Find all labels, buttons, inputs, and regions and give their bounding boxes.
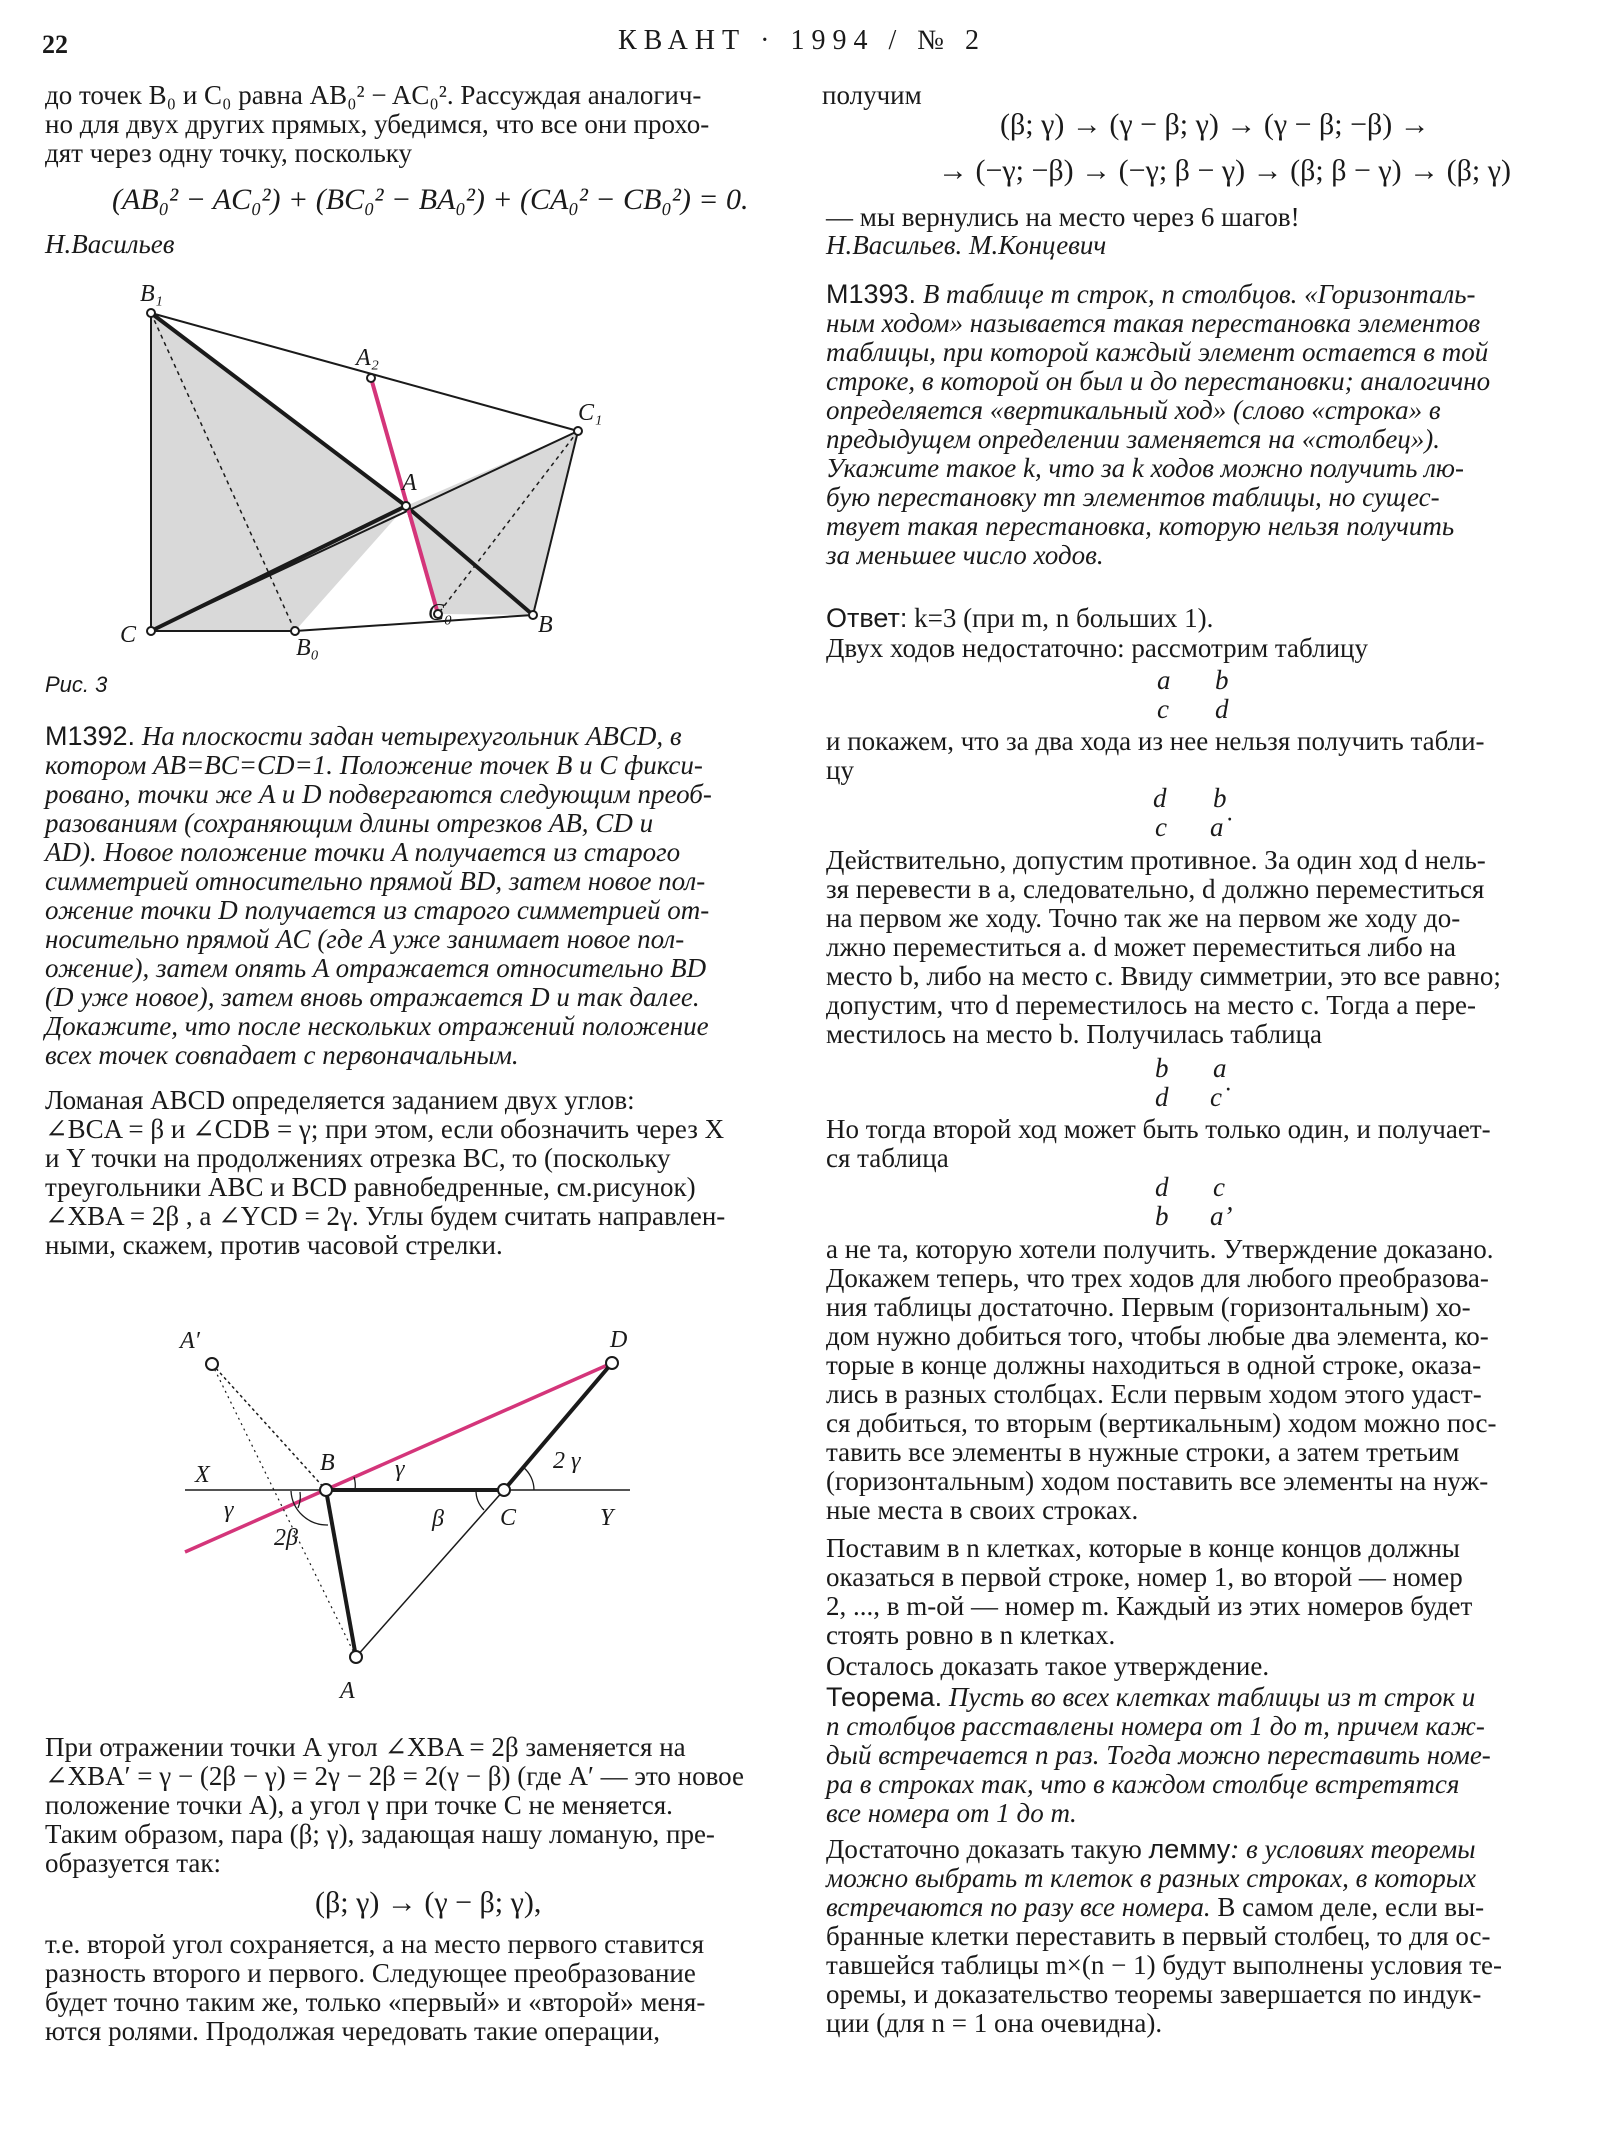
label-two-beta: 2β: [274, 1525, 298, 1551]
paragraph-line: ∠XBA = 2β , а ∠YCD = 2γ. Углы будем считать направлен-: [45, 1201, 726, 1231]
m1393-line: строке, в которой он был и до перестановки; аналогично: [826, 366, 1491, 396]
table1-cell: d: [1215, 694, 1229, 724]
label-gamma-x: γ: [224, 1497, 234, 1523]
paragraph-line: образуется так:: [45, 1848, 221, 1878]
paragraph-line: — мы вернулись на место через 6 шагов!: [826, 202, 1300, 232]
lemma-line: оремы, и доказательство теоремы завершается по индук-: [826, 1979, 1482, 2009]
label-A-prime: A′: [180, 1328, 200, 1354]
label-two-gamma: 2 γ: [553, 1448, 581, 1474]
m1392-line: Докажите, что после нескольких отражений положение: [45, 1011, 709, 1041]
answer-line: [826, 604, 1213, 633]
m1392-line: носительно прямой AC (где A уже занимает новое пол-: [45, 924, 685, 954]
m1393-line: ным ходом» называется такая перестановка элементов: [826, 308, 1481, 338]
lemma-line: бранные клетки переставить в первый столбец, то для ос-: [826, 1921, 1491, 1951]
equation-chain-1: (β; γ) → (γ − β; γ) → (γ − β; −β) →: [1000, 108, 1430, 141]
page-number: 22: [42, 30, 68, 59]
table3-cell: a: [1213, 1053, 1227, 1083]
paragraph-line: 2, ..., в m-ой — номер m. Каждый из этих номеров будет: [826, 1591, 1473, 1621]
label-A-bottom: A: [340, 1678, 355, 1704]
label-A: A: [402, 470, 417, 496]
table4-cell: c: [1213, 1172, 1225, 1202]
signature: Н.Васильев: [45, 229, 175, 259]
label-beta: β: [432, 1506, 444, 1532]
paragraph-line: При отражении точки A угол ∠XBA = 2β заменяется на: [45, 1732, 686, 1762]
lemma-line: [826, 1893, 1484, 1922]
equation-sum: (AB₀² − AC₀²) + (BC₀² − BA₀²) + (CA₀² − CB₀²) = 0.: [112, 183, 749, 216]
problem-text: В таблице m строк, n столбцов. «Горизонталь-: [922, 279, 1476, 309]
lemma-pre: Достаточно доказать такую: [826, 1834, 1149, 1864]
paragraph-line: Таким образом, пара (β; γ), задающая нашу ломаную, пре-: [45, 1819, 715, 1849]
paragraph-line: местилось на место b. Получилась таблица: [826, 1019, 1322, 1049]
paragraph-line: треугольники ABC и BCD равнобедренные, см.рисунок): [45, 1172, 696, 1202]
label-C1: C₁: [578, 400, 603, 426]
m1393-line: за меньшее число ходов.: [826, 540, 1104, 570]
theorem-line: все номера от 1 до m.: [826, 1798, 1077, 1828]
paragraph-line: и покажем, что за два хода из нее нельзя получить табли-: [826, 726, 1485, 756]
answer-label: Ответ:: [826, 603, 908, 633]
label-D: D: [610, 1327, 628, 1353]
label-B1: B₁: [140, 281, 164, 307]
table4-cell: d: [1155, 1172, 1169, 1202]
label-Y: Y: [600, 1505, 614, 1531]
paragraph-line: ния таблицы достаточно. Первым (горизонтальным) хо-: [826, 1292, 1471, 1322]
theorem-line: дый встречается n раз. Тогда можно переставить номе-: [826, 1740, 1491, 1770]
m1392-line: ожение точки D получается из старого симметрией от-: [45, 895, 710, 925]
paragraph-line: будет точно таким же, только «первый» и «второй» меня-: [45, 1987, 706, 2017]
paragraph-line: оказаться в первой строке, номер 1, во второй — номер: [826, 1562, 1463, 1592]
m1393-line: твует такая перестановка, которую нельзя получить: [826, 511, 1455, 541]
paragraph-line: Осталось доказать такое утверждение.: [826, 1651, 1270, 1681]
paragraph-line: ся добиться, то вторым (вертикальным) ходом можно пос-: [826, 1408, 1497, 1438]
paragraph-line: ными, скажем, против часовой стрелки.: [45, 1230, 503, 1260]
paragraph-line: ∠XBA′ = γ − (2β − γ) = 2γ − 2β = 2(γ − β) (где A′ — это новое: [45, 1761, 744, 1791]
paragraph-line: Двух ходов недостаточно: рассмотрим таблицу: [826, 633, 1368, 663]
label-X: X: [195, 1462, 210, 1488]
table1-cell: c: [1157, 694, 1169, 724]
paragraph-line: ные места в своих строках.: [826, 1495, 1139, 1525]
m1393-line: определяется «вертикальный ход» (слово «строка» в: [826, 395, 1441, 425]
paragraph-line: разность второго и первого. Следующее преобразование: [45, 1958, 696, 1988]
m1393-line: Укажите такое k, что за k ходов можно получить лю-: [826, 453, 1464, 483]
signature: Н.Васильев. М.Концевич: [826, 230, 1107, 260]
paragraph-line: Действительно, допустим противное. За один ход d нель-: [826, 845, 1486, 875]
paragraph-line: Ломаная ABCD определяется заданием двух углов:: [45, 1085, 635, 1115]
paragraph-line: и Y точки на продолжениях отрезка BC, то (поскольку: [45, 1143, 671, 1173]
label-C: C: [120, 622, 137, 648]
lemma-text: : в условиях теоремы: [1230, 1834, 1476, 1864]
m1392-line: ожение), затем опять A отражается относительно BD: [45, 953, 707, 983]
paragraph-line: лжно переместиться a. d может переместиться либо на: [826, 932, 1456, 962]
label-B0: B₀: [296, 635, 320, 661]
lemma-line: можно выбрать m клеток в разных строках, в которых: [826, 1863, 1476, 1893]
label-B: B: [320, 1450, 335, 1476]
paragraph-line: Докажем теперь, что трех ходов для любого преобразова-: [826, 1263, 1489, 1293]
table3-cell: c˙: [1210, 1082, 1231, 1112]
table1-cell: a: [1157, 665, 1171, 695]
m1392-line: всех точек совпадает с первоначальным.: [45, 1040, 519, 1070]
theorem-line: [826, 1683, 1475, 1712]
answer-text: k=3 (при m, n больших 1).: [907, 603, 1214, 633]
lemma-text: В самом деле, если вы-: [1210, 1892, 1485, 1922]
label-gamma-b: γ: [395, 1456, 405, 1482]
lemma-line: ции (для n = 1 она очевидна).: [826, 2008, 1163, 2038]
paragraph-line: ся таблица: [826, 1143, 949, 1173]
table4-cell: b: [1155, 1201, 1169, 1231]
m1392-line: симметрией относительно прямой BD, затем новое пол-: [45, 866, 706, 896]
paragraph-line: получим: [822, 80, 922, 110]
m1392-line: [45, 722, 682, 751]
paragraph-line: тавить все элементы в нужные строки, а затем третьим: [826, 1437, 1460, 1467]
m1392-line: AD). Новое положение точки A получается из старого: [45, 837, 681, 867]
label-A2: A₂: [356, 345, 380, 371]
equation-step: (β; γ) → (γ − β; γ),: [315, 1886, 542, 1919]
m1393-line: [826, 280, 1476, 309]
lemma-word: лемму: [1148, 1834, 1231, 1864]
m1393-line: таблицы, при которой каждый элемент остается в той: [826, 337, 1489, 367]
figure-caption: Рис. 3: [45, 672, 108, 697]
paragraph-line: зя перевести в a, следовательно, d должно переместиться: [826, 874, 1485, 904]
label-C0: C₀: [428, 600, 453, 626]
paragraph-line: ются ролями. Продолжая чередовать такие операции,: [45, 2016, 660, 2046]
equation-chain-2: → (−γ; −β) → (−γ; β − γ) → (β; β − γ) → (β; γ): [938, 154, 1511, 187]
theorem-text: Пусть во всех клетках таблицы из m строк и: [948, 1682, 1476, 1712]
table1-cell: b: [1215, 665, 1229, 695]
intro-line: дят через одну точку, поскольку: [45, 138, 413, 168]
m1392-line: разованиям (сохраняющим длины отрезков AB, CD и: [45, 808, 654, 838]
table3-cell: d: [1155, 1082, 1169, 1112]
table2-cell: a˙: [1210, 812, 1233, 842]
m1393-line: предыдущем определении заменяется на «столбец»).: [826, 424, 1441, 454]
m1392-line: котором AB=BC=CD=1. Положение точек B и C фикси-: [45, 750, 703, 780]
paragraph-line: а не та, которую хотели получить. Утверждение доказано.: [826, 1234, 1494, 1264]
lemma-line: [826, 1835, 1475, 1864]
problem-code: М1393.: [826, 279, 917, 309]
m1392-line: ровано, точки же A и D подвергаются следующим преоб-: [45, 779, 712, 809]
paragraph-line: на первом же ходу. Точно так же на первом же ходу до-: [826, 903, 1461, 933]
theorem-line: ра в строках так, что в каждом столбце встретятся: [826, 1769, 1460, 1799]
paragraph-line: торые в конце должны находиться в одной строке, оказа-: [826, 1350, 1482, 1380]
problem-code: М1392.: [45, 721, 136, 751]
lemma-line: тавшейся таблицы m×(n − 1) будут выполнены условия те-: [826, 1950, 1502, 1980]
intro-line: до точек B₀ и C₀ равна AB₀² − AC₀². Рассуждая аналогич-: [45, 80, 702, 110]
journal-header: КВАНТ · 1994 / № 2: [618, 25, 986, 56]
paragraph-line: (горизонтальным) ходом поставить все элементы на нуж-: [826, 1466, 1489, 1496]
table2-cell: c: [1155, 812, 1167, 842]
label-C: C: [500, 1505, 517, 1531]
m1393-line: бую перестановку mn элементов таблицы, но сущес-: [826, 482, 1440, 512]
paragraph-line: ∠BCA = β и ∠CDB = γ; при этом, если обозначить через X: [45, 1114, 725, 1144]
theorem-label: Теорема.: [826, 1682, 943, 1712]
m1392-line: (D уже новое), затем вновь отражается D и так далее.: [45, 982, 700, 1012]
problem-text: На плоскости задан четырехугольник ABCD, в: [141, 721, 682, 751]
figure-3: [100, 290, 603, 670]
intro-line: но для двух других прямых, убедимся, что все они прохо-: [45, 109, 710, 139]
paragraph-line: дом нужно добиться того, чтобы любые два элемента, ко-: [826, 1321, 1489, 1351]
paragraph-line: стоять ровно в n клетках.: [826, 1620, 1116, 1650]
table4-cell: a’: [1210, 1201, 1233, 1231]
table2-cell: d: [1153, 783, 1167, 813]
paragraph-line: место b, либо на место c. Ввиду симметрии, это все равно;: [826, 961, 1501, 991]
table2-cell: b: [1213, 783, 1227, 813]
paragraph-line: допустим, что d переместилось на место c. Тогда a пере-: [826, 990, 1477, 1020]
paragraph-line: Но тогда второй ход может быть только один, и получает-: [826, 1114, 1491, 1144]
paragraph-line: Поставим в n клетках, которые в конце концов должны: [826, 1533, 1460, 1563]
lemma-text: встречаются по разу все номера.: [826, 1892, 1211, 1922]
paragraph-line: положение точки A), а угол γ при точке C не меняется.: [45, 1790, 673, 1820]
paragraph-line: цу: [826, 755, 854, 785]
table3-cell: b: [1155, 1053, 1169, 1083]
paragraph-line: т.е. второй угол сохраняется, а на место первого ставится: [45, 1929, 704, 1959]
label-B: B: [538, 612, 553, 638]
theorem-line: n столбцов расставлены номера от 1 до m, причем каж-: [826, 1711, 1485, 1741]
paragraph-line: лись в разных столбцах. Если первым ходом этого удаст-: [826, 1379, 1482, 1409]
